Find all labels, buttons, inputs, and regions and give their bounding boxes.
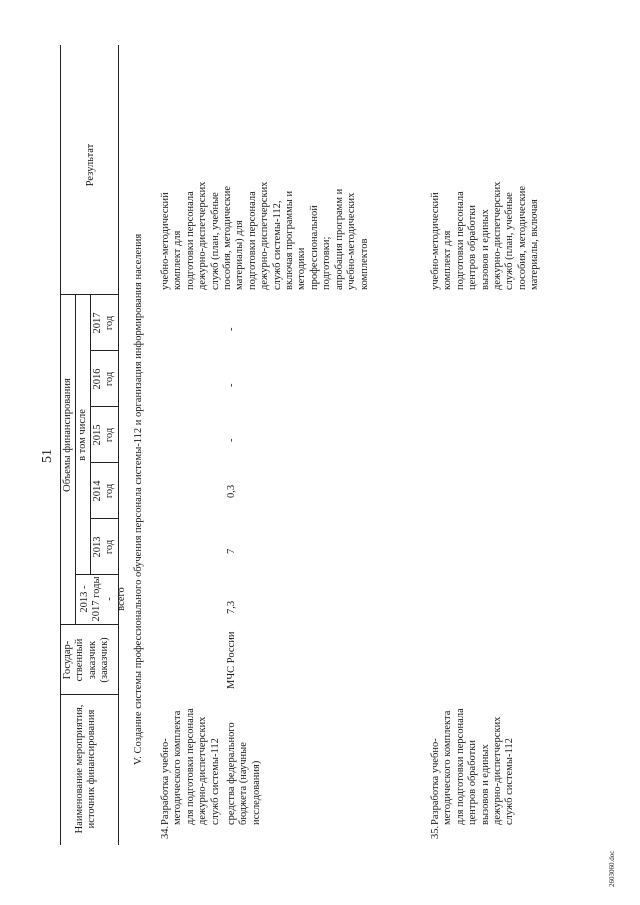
row-number: 35. [430, 825, 441, 839]
row-2015: - [226, 438, 237, 442]
header-name: Наименование мероприятия, источник финансирования [74, 704, 98, 834]
row-customer: МЧС России [226, 631, 237, 689]
row-total: 7,3 [226, 600, 237, 614]
header-including: в том числе [77, 409, 88, 461]
header-2016: 2016 год [92, 368, 116, 390]
header-2017: 2017 год [92, 312, 116, 334]
row-2013: 7 [226, 548, 237, 554]
row-name: Разработка учебно- методического комплекта для подготовки персонала дежурно-диспетчерских служб системы-112 [160, 708, 221, 825]
header-funding: Объемы финансирования [62, 378, 73, 492]
header-2015: 2015 год [92, 424, 116, 446]
row-result: учебно-методический комплект для подготовки персонала дежурно-диспетчерских служб (план, учебные пособия, методические материалы) для подготовки персонала дежурно-диспетчерских служб системы-112, включая программы и методики профессиональной подготовки; апробация программ и учебно-методических комплектов [160, 181, 370, 290]
col-divider [60, 694, 118, 695]
funding-header-line [75, 295, 76, 625]
header-2013: 2013 год [92, 536, 116, 558]
row-number: 34. [160, 825, 171, 839]
row-source: средства федерального бюджета (научные исследования) [226, 722, 262, 825]
page-number: 51 [40, 449, 55, 463]
table-top-border [60, 45, 61, 845]
header-bottom-border [118, 45, 119, 845]
document-code: 2603060.doc [608, 850, 616, 887]
header-total: 2013 - 2017 годы - всего [79, 576, 128, 622]
row-2016: - [226, 383, 237, 387]
row-2017: - [226, 327, 237, 331]
row-result: учебно-методический комплект для подготовки персонала центров обработки вызовов и единых дежурно-диспетчерских служб (план, учебные пособия, методические материалы, включая [430, 181, 541, 290]
header-customer: Государ- ственный заказчик (заказчик) [62, 637, 111, 683]
col-divider [60, 624, 118, 625]
including-header-line [90, 295, 91, 575]
header-2014: 2014 год [92, 480, 116, 502]
row-name: Разработка учебно- методического комплекта для подготовки персонала центров обработки вызовов и единых дежурно-диспетчерских служб системы-112 [430, 708, 516, 825]
row-2014: 0,3 [226, 484, 237, 498]
header-result: Результат [85, 143, 96, 187]
section-title: V. Создание системы профессионального обучения персонала системы-112 и организация информирования населения [133, 233, 144, 765]
